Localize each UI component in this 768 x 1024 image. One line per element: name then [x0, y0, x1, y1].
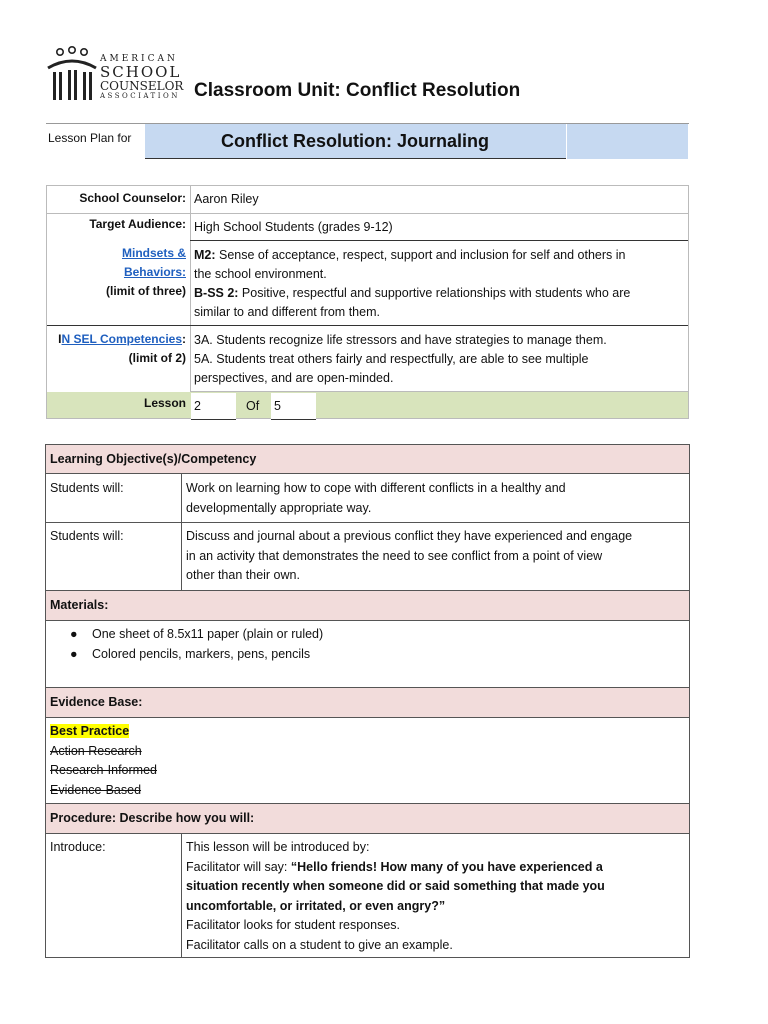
logo-line-american: AMERICAN	[100, 54, 178, 64]
material-item: ● Colored pencils, markers, pens, pencils	[70, 646, 311, 661]
sel-prefix: I	[58, 332, 62, 346]
objective-2-line: in an activity that demonstrates the need to see conflict from a point of view	[186, 548, 603, 563]
logo-line-school: SCHOOL	[100, 63, 182, 81]
m2-text: Sense of acceptance, respect, support and inclusion for self and others in	[215, 248, 626, 262]
mindsets-values	[194, 246, 630, 322]
sel-limit: (limit of 2)	[128, 351, 186, 365]
info-column-divider	[190, 186, 191, 392]
lesson-plan-label: Lesson Plan for	[48, 131, 132, 145]
introduce-line: Facilitator calls on a student to give an example.	[186, 937, 453, 952]
objective-row-divider	[46, 522, 689, 523]
bss2-text: Positive, respectful and supportive relationships with students who are	[238, 286, 631, 300]
objective-1-label: Students will:	[50, 481, 124, 495]
evidence-research-informed: Research-Informed	[50, 763, 157, 777]
materials-header: Materials:	[46, 590, 689, 621]
procedure-header: Procedure: Describe how you will:	[46, 803, 689, 834]
audience-value: High School Students (grades 9-12)	[194, 220, 393, 234]
material-text: Colored pencils, markers, pens, pencils	[92, 646, 311, 661]
introduce-label: Introduce:	[50, 840, 106, 854]
material-item: ● One sheet of 8.5x11 paper (plain or ruled)	[70, 627, 324, 641]
mindsets-link[interactable]: Mindsets &	[121, 246, 186, 260]
lesson-plan-table	[45, 444, 690, 958]
lesson-title: Conflict Resolution: Journaling	[221, 131, 489, 151]
m2-text-cont: the school environment.	[194, 267, 327, 281]
material-text: One sheet of 8.5x11 paper (plain or ruled)	[92, 627, 324, 641]
lesson-info-table	[46, 185, 689, 419]
sel-3a: 3A. Students recognize life stressors and have strategies to manage them.	[194, 333, 607, 347]
objective-2-line: other than their own.	[186, 568, 300, 582]
info-row-divider	[47, 213, 688, 214]
introduce-text	[186, 838, 605, 955]
mindsets-limit: (limit of three)	[106, 284, 186, 298]
evidence-action-research: Action Research	[50, 743, 142, 758]
introduce-say-prefix: Facilitator will say:	[186, 859, 291, 874]
counselor-value: Aaron Riley	[194, 192, 259, 206]
bss2-text-cont: similar to and different from them.	[194, 305, 380, 319]
objective-1-text	[186, 479, 566, 518]
objective-2-text	[186, 527, 632, 586]
evidence-best-practice: Best Practice	[50, 724, 130, 738]
sel-colon: :	[182, 332, 186, 346]
lesson-plan-separator	[566, 124, 567, 159]
mindsets-label	[47, 244, 186, 301]
info-row-divider	[190, 240, 688, 241]
introduce-quote: “Hello friends! How many of you have experienced a	[290, 859, 603, 874]
unit-title: Classroom Unit: Conflict Resolution	[194, 80, 521, 101]
logo-line-counselor: COUNSELOR	[100, 79, 184, 93]
audience-label: Target Audience:	[89, 217, 186, 231]
sel-competencies-link[interactable]: N SEL Competencies	[61, 332, 182, 346]
behaviors-link[interactable]: Behaviors:	[123, 265, 186, 279]
objectives-header: Learning Objective(s)/Competency	[46, 444, 689, 474]
sel-5a-cont: perspectives, and are open-minded.	[194, 371, 394, 385]
introduce-quote: situation recently when someone did or said something that made you	[186, 879, 605, 893]
introduce-quote: uncomfortable, or irritated, or even angry?”	[186, 898, 446, 913]
procedure-column-divider	[181, 834, 182, 957]
introduce-line: This lesson will be introduced by:	[186, 840, 370, 854]
introduce-line: Facilitator looks for student responses.	[186, 918, 400, 932]
lesson-number: 2	[194, 399, 201, 413]
logo-wordmark	[100, 55, 183, 100]
asca-logo	[46, 46, 98, 102]
logo-line-association: ASSOCIATION	[100, 92, 180, 100]
counselor-label: School Counselor:	[79, 191, 186, 205]
objective-1-line: Work on learning how to cope with different conflicts in a healthy and	[186, 481, 566, 495]
objective-1-line: developmentally appropriate way.	[186, 500, 372, 515]
bss2-code: B-SS 2:	[194, 286, 239, 300]
lesson-total: 5	[274, 399, 281, 413]
lesson-label: Lesson	[143, 396, 186, 410]
evidence-evidence-based: Evidence-Based	[50, 782, 142, 797]
sel-label	[47, 330, 186, 368]
objective-2-label: Students will:	[50, 529, 124, 543]
evidence-list	[50, 722, 157, 800]
lesson-of: Of	[246, 399, 260, 413]
materials-list	[70, 625, 323, 664]
objectives-column-divider	[181, 473, 182, 590]
sel-5a: 5A. Students treat others fairly and respectfully, are able to see multiple	[194, 352, 589, 366]
sel-values	[194, 331, 607, 388]
info-row-divider	[47, 325, 688, 326]
m2-code: M2:	[194, 248, 216, 262]
objective-2-line: Discuss and journal about a previous conflict they have experienced and engage	[186, 529, 633, 543]
lesson-title-underline	[145, 158, 566, 159]
asca-logo-icon	[46, 46, 98, 102]
evidence-header: Evidence Base:	[46, 687, 689, 718]
